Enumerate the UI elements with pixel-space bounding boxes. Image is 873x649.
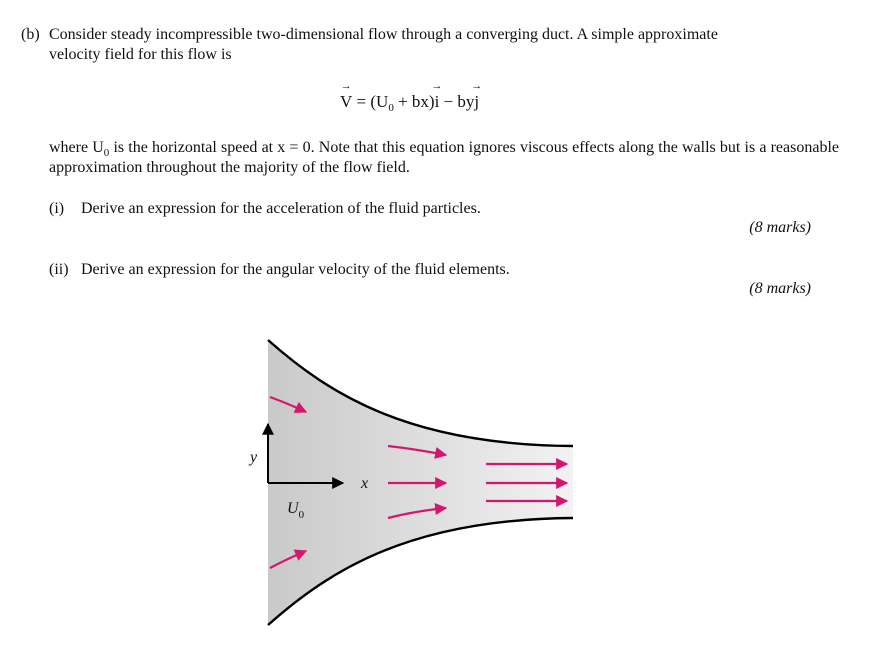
question-label: (b) — [21, 26, 40, 43]
vector-v: → V — [340, 80, 353, 111]
eq-open: = (U — [352, 92, 389, 111]
where-paragraph: where $U_0$ is the horizontal speed at x = 0. Note that this equation ignores viscous effects along the walls but is a reasonable approximation throughout the majority of the flow field. — [49, 139, 840, 176]
unit-vector-j: → j — [471, 80, 483, 111]
eq-minus: − by — [439, 92, 475, 111]
part-i-number: (i) — [49, 200, 65, 217]
part-ii-marks: (8 marks) — [749, 280, 811, 297]
eq-sub-zero: 0 — [388, 102, 394, 114]
y-axis-label: y — [250, 449, 258, 466]
intro-line-2: velocity field for this flow is — [49, 46, 232, 63]
where-sub-zero: 0 — [103, 147, 110, 159]
part-i-text: Derive an expression for the acceleration of the fluid particles. — [81, 200, 481, 217]
eq-mid: + bx) — [393, 92, 435, 111]
intro-line-1: Consider steady incompressible two-dimensional flow through a converging duct. A simple approximate — [49, 26, 718, 43]
part-i-marks: (8 marks) — [749, 219, 811, 236]
part-ii-number: (ii) — [49, 261, 69, 278]
unit-vector-i: → i — [431, 80, 443, 111]
x-axis-label: x — [361, 475, 369, 492]
u0-label: $U_0$ — [287, 500, 305, 521]
part-ii-text: Derive an expression for the angular velocity of the fluid elements. — [81, 261, 510, 278]
